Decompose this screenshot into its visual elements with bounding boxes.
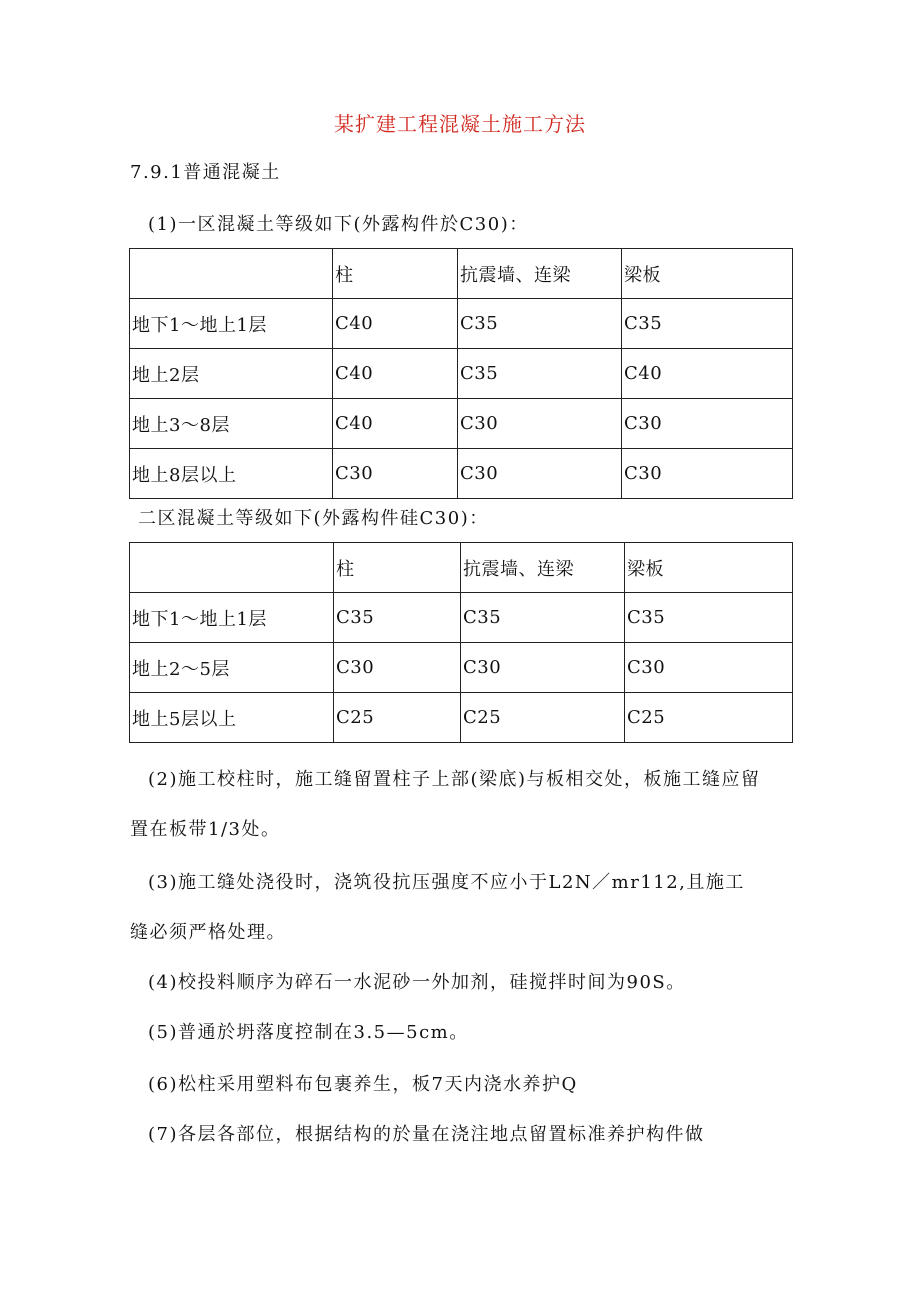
- table-header-row: [130, 249, 793, 299]
- header-cell: 柱: [333, 249, 458, 299]
- header-cell: 梁板: [625, 543, 793, 593]
- table-row: [130, 349, 793, 399]
- table-row: [130, 693, 793, 743]
- table-cell: 地上2层: [130, 349, 333, 399]
- table-cell: C25: [461, 693, 625, 743]
- table-cell: C40: [333, 299, 458, 349]
- zone1-grade-table: [129, 248, 793, 499]
- paragraph-3-line-2: 缝必须严格处理。: [130, 922, 286, 943]
- table-cell: C40: [333, 349, 458, 399]
- table-cell: C30: [333, 449, 458, 499]
- table-cell: C30: [458, 449, 622, 499]
- zone1-caption: (1)一区混凝土等级如下(外露构件於C30)：: [148, 214, 529, 235]
- table-cell: 地下1～地上1层: [130, 593, 334, 643]
- table-cell: C35: [622, 299, 793, 349]
- header-cell: 梁板: [622, 249, 793, 299]
- table-cell: C35: [334, 593, 461, 643]
- zone2-caption: 二区混凝土等级如下(外露构件硅C30)：: [138, 508, 489, 529]
- table-row: [130, 299, 793, 349]
- table-cell: C25: [625, 693, 793, 743]
- table-cell: C35: [461, 593, 625, 643]
- paragraph-4: (4)校投料顺序为碎石一水泥砂一外加剂，硅搅拌时间为90S。: [148, 972, 686, 993]
- zone2-grade-table: [129, 542, 793, 743]
- header-cell: 柱: [334, 543, 461, 593]
- table-cell: C35: [458, 349, 622, 399]
- table-cell: C25: [334, 693, 461, 743]
- header-cell: [130, 249, 333, 299]
- paragraph-7: (7)各层各部位，根据结构的於量在浇注地点留置标准养护构件做: [148, 1124, 705, 1145]
- table-cell: 地上2～5层: [130, 643, 334, 693]
- table-row: [130, 399, 793, 449]
- paragraph-5: (5)普通於坍落度控制在3.5—5cm。: [148, 1022, 469, 1043]
- table-cell: C30: [461, 643, 625, 693]
- table-cell: 地上8层以上: [130, 449, 333, 499]
- document-title: 某扩建工程混凝土施工方法: [334, 112, 586, 136]
- table-cell: C30: [622, 449, 793, 499]
- table-cell: C30: [622, 399, 793, 449]
- table-row: [130, 449, 793, 499]
- table-header-row: [130, 543, 793, 593]
- table-cell: C30: [625, 643, 793, 693]
- paragraph-2-line-1: (2)施工校柱时，施工缝留置柱子上部(梁底)与板相交处，板施工缝应留: [148, 769, 761, 790]
- table-row: [130, 643, 793, 693]
- table-cell: 地下1～地上1层: [130, 299, 333, 349]
- table-cell: 地上3～8层: [130, 399, 333, 449]
- table-cell: C30: [458, 399, 622, 449]
- table-cell: 地上5层以上: [130, 693, 334, 743]
- table-cell: C40: [333, 399, 458, 449]
- header-cell: 抗震墙、连梁: [461, 543, 625, 593]
- header-cell: [130, 543, 334, 593]
- table-row: [130, 593, 793, 643]
- table-cell: C35: [625, 593, 793, 643]
- header-cell: 抗震墙、连梁: [458, 249, 622, 299]
- table-cell: C40: [622, 349, 793, 399]
- section-heading: 7.9.1普通混凝土: [130, 162, 281, 183]
- table-cell: C35: [458, 299, 622, 349]
- paragraph-3-line-1: (3)施工缝处浇役时，浇筑役抗压强度不应小于L2N／mr112,且施工: [148, 872, 745, 893]
- paragraph-2-line-2: 置在板带1/3处。: [130, 819, 281, 840]
- paragraph-6: (6)松柱采用塑料布包裹养生，板7天内浇水养护Q: [148, 1074, 578, 1095]
- table-cell: C30: [334, 643, 461, 693]
